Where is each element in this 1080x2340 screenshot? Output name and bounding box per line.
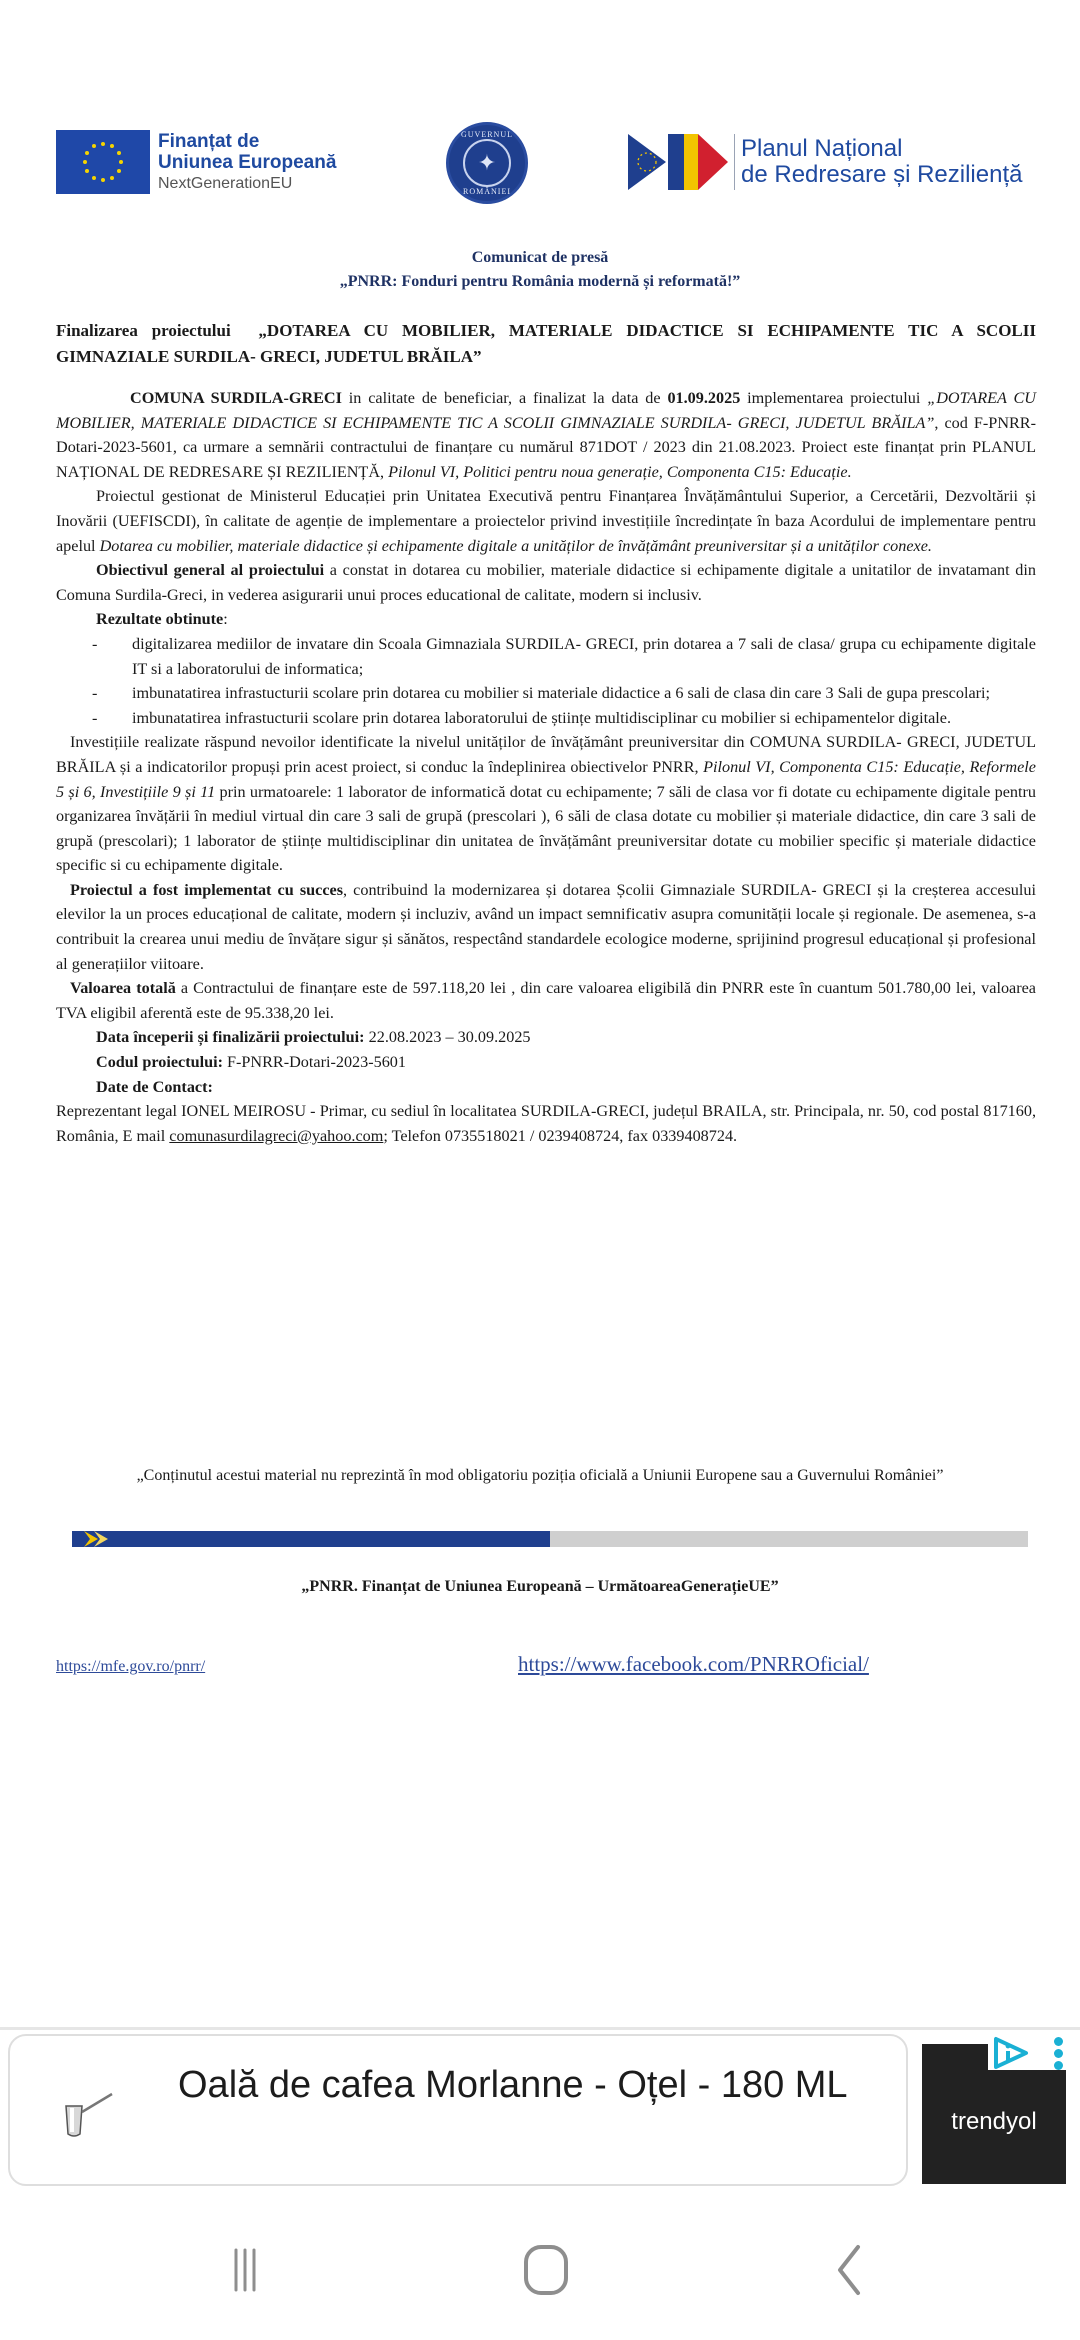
home-icon bbox=[521, 2244, 571, 2296]
facebook-link[interactable]: https://www.facebook.com/PNRROficial/ bbox=[518, 1652, 869, 1676]
success-paragraph bbox=[56, 878, 1036, 976]
eu-star-icon bbox=[117, 169, 121, 173]
adchoices[interactable] bbox=[988, 2034, 1078, 2070]
intro-text-2: implementarea proiectului bbox=[740, 389, 928, 407]
pnrr-chevrons-icon bbox=[72, 1529, 132, 1549]
back-button[interactable] bbox=[808, 2240, 888, 2300]
mfe-link[interactable]: https://mfe.gov.ro/pnrr/ bbox=[56, 1658, 206, 1675]
recents-icon bbox=[220, 2245, 270, 2295]
intro-text-1: in calitate de beneficiar, a finalizat la data de bbox=[341, 389, 668, 407]
logo-divider bbox=[734, 134, 735, 190]
press-slogan: „PNRR: Fonduri pentru România modernă și reformată!” bbox=[339, 273, 741, 290]
objective-text: a constat in dotarea cu mobilier, materiale didactice si echipamente digitale a unitatilor de invatamant din Comuna Surdila-Greci, in vederea asigurarii unui proces educational de calitate, modern si inclusiv. bbox=[56, 561, 1036, 604]
contact-label: Date de Contact: bbox=[96, 1077, 213, 1096]
ad-divider bbox=[0, 2027, 1080, 2030]
eu-star-icon bbox=[101, 178, 105, 182]
intro-text-3: , cod F-PNRR-Dotari-2023-5601, ca urmare a semnării contractului de finanțare cu numărul 871DOT / 2023 din 21.08.2023. Proiect este finanțat prin PLANUL NAȚIONAL DE REDRESARE ȘI REZILIENȚĂ, bbox=[56, 413, 1036, 481]
project-code bbox=[56, 1050, 1036, 1075]
management-text: Proiectul gestionat de Ministerul Educației prin Unitatea Executivă pentru Finanțarea Învățământului Superior, a Cercetării, Dezvoltării și Inovării (UEFISCDI), în calitate de agenție de implementare a proiectelor privind investițiile încredințate în baza Acordului de implementare pentru apelul bbox=[56, 487, 1036, 555]
ad-brand-name: trendyol bbox=[951, 2108, 1037, 2135]
investments-text-2: prin urmatoarele: 1 laborator de informatică dotat cu echipamente; 7 săli de clasa vor fi dotate cu echipamente digitale pentru organizarea învățării în mediul virtual din care 3 sali de grupă (prescolari ), 6 săli de clasa dotate cu mobilier și materiale didactice, din care 3 sali de grupă (prescolari); 1 laborator de științe multidisciplinar din unitatea de învățământ preuniversitar dotate cu mobilier specific și materiale didactice specific si cu echipamente digitale. bbox=[56, 782, 1036, 875]
eu-flag-icon bbox=[56, 130, 150, 194]
pnrr-logo bbox=[628, 134, 1022, 190]
objective-paragraph bbox=[56, 558, 1036, 607]
success-text: , contribuind la modernizarea și dotarea Școlii Gimnaziale SURDILA- GRECI și la creșterea accesului elevilor la un proces educațional de calitate, modern și incluziv, având un impact semnificativ asupra comunității locale și regionale. De asemenea, s-a contribuit la crearea unui mediu de învățare sigur și sănătos, respectând standardele ecologice moderne, sprijinind progresul educațional și profesional al generațiilor viitoare. bbox=[56, 880, 1036, 973]
list-item: - imbunatatirea infrastucturii scolare prin dotarea cu mobilier si materiale didactice a 6 sali de clasa din care 3 Sali de gupa prescolari; bbox=[132, 681, 1036, 706]
eu-star-icon bbox=[92, 176, 96, 180]
value-label: Valoarea totală bbox=[70, 979, 176, 998]
logos-header bbox=[0, 118, 1080, 218]
investments-text-1: Investițiile realizate răspund nevoilor identificate la nivelul unităților de învățământ preuniversitar din COMUNA SURDILA- GRECI, JUDETUL BRĂILA și a indicatorilor propuși prin acest proiect, si conduc la îndeplinirea obiectivelor PNRR, bbox=[56, 733, 1036, 776]
eagle-crest-icon: ✦ bbox=[463, 139, 511, 187]
home-button[interactable] bbox=[506, 2240, 586, 2300]
code-label: Codul proiectului: bbox=[96, 1053, 223, 1072]
eu-star-icon bbox=[101, 142, 105, 146]
eu-star-icon bbox=[117, 151, 121, 155]
results-list bbox=[56, 632, 1036, 730]
eu-star-icon bbox=[85, 169, 89, 173]
contact-text-2: ; Telefon 0735518021 / 0239408724, fax 0339408724. bbox=[383, 1126, 738, 1145]
heading-prefix: Finalizarea proiectului bbox=[56, 321, 231, 340]
seal-bottom-text: ROMÂNIEI bbox=[463, 187, 511, 196]
value-text: a Contractului de finanțare este de 597.118,20 lei , din care valoarea eligibilă din PNRR este în cuantum 501.780,00 lei, valoarea TVA eligibil aferentă este de 95.338,20 lei. bbox=[56, 979, 1036, 1022]
completion-date: 01.09.2025 bbox=[667, 389, 741, 407]
eu-funding-logo bbox=[56, 130, 336, 194]
press-label: Comunicat de presă bbox=[471, 249, 609, 266]
eu-star-icon bbox=[110, 144, 114, 148]
more-vert-icon[interactable] bbox=[1048, 2036, 1068, 2070]
contact-heading bbox=[56, 1075, 1036, 1100]
pnrr-arrows-icon bbox=[628, 134, 728, 190]
back-icon bbox=[828, 2244, 868, 2296]
press-release-title bbox=[0, 246, 1080, 294]
document-body bbox=[56, 318, 1036, 1148]
contact-text-1: Reprezentant legal IONEL MEIROSU - Primar, cu sediul în localitatea SURDILA-GRECI, județul BRAILA, str. Principala, nr. 50, cod postal 817160, România, E mail bbox=[56, 1102, 1036, 1145]
dates-value: 22.08.2023 – 30.09.2025 bbox=[364, 1028, 531, 1047]
dates-label: Data începerii și finalizării proiectului: bbox=[96, 1028, 365, 1047]
coffee-pot-icon bbox=[52, 2090, 124, 2138]
results-heading: Rezultate obtinute: bbox=[96, 610, 228, 629]
pnrr-logo-line1: Planul Național bbox=[741, 135, 903, 162]
heading-title: „DOTAREA CU MOBILIER, MATERIALE DIDACTICE SI ECHIPAMENTE TIC A SCOLII GIMNAZIALE SURDILA- GRECI, JUDETUL BRĂILA” bbox=[56, 321, 1036, 366]
pnrr-band-fill bbox=[72, 1531, 550, 1547]
list-item: - digitalizarea mediilor de invatare din Scoala Gimnaziala SURDILA- GRECI, prin dotarea a 7 sali de clasa/ grupa cu echipamente digitale IT si a laboratorului de informatica; bbox=[132, 632, 1036, 681]
beneficiary-name: COMUNA SURDILA-GRECI bbox=[130, 389, 342, 407]
system-navigation-bar bbox=[0, 2200, 1080, 2340]
investments-program: Pilonul VI, Componenta C15: Educație, Reformele 5 și 6, Investițiile 9 și 11 bbox=[56, 757, 1036, 801]
seal-top-text: GUVERNUL bbox=[461, 130, 513, 139]
eu-star-icon bbox=[83, 160, 87, 164]
contact-paragraph bbox=[56, 1099, 1036, 1148]
eu-star-icon bbox=[85, 151, 89, 155]
project-heading bbox=[56, 318, 1036, 370]
eu-star-icon bbox=[110, 176, 114, 180]
objective-label: Obiectivul general al proiectului bbox=[96, 561, 325, 580]
management-call: Dotarea cu mobilier, materiale didactice și echipamente digitale a unităților de învățământ preuniversitar și a unităților conexe. bbox=[99, 536, 932, 555]
adchoices-icon[interactable] bbox=[992, 2036, 1032, 2070]
ad-title[interactable]: Oală de cafea Morlanne - Oțel - 180 ML bbox=[178, 2064, 848, 2106]
ad-banner[interactable] bbox=[8, 2034, 908, 2186]
recents-button[interactable] bbox=[205, 2240, 285, 2300]
eu-logo-line3: NextGenerationEU bbox=[158, 174, 293, 192]
project-dates bbox=[56, 1025, 1036, 1050]
value-paragraph bbox=[56, 976, 1036, 1025]
list-item: - imbunatatirea infrastucturii scolare prin dotarea laboratorului de științe multidisciplinar cu mobilier si echipamentelor digitale. bbox=[132, 706, 1036, 731]
intro-paragraph bbox=[56, 386, 1036, 484]
success-label: Proiectul a fost implementat cu succes bbox=[70, 880, 344, 899]
eu-star-icon bbox=[119, 160, 123, 164]
eu-logo-line1: Finanțat de bbox=[158, 130, 260, 152]
pnrr-logo-line2: de Redresare și Reziliență bbox=[741, 161, 1023, 188]
government-seal-logo bbox=[446, 122, 528, 204]
intro-project-title: „DOTAREA CU MOBILIER, MATERIALE DIDACTICE SI ECHIPAMENTE TIC A SCOLII GIMNAZIALE SURDILA- GRECI, JUDETUL BRĂILA” bbox=[56, 389, 1036, 432]
code-value: F-PNRR-Dotari-2023-5601 bbox=[222, 1053, 406, 1072]
eu-logo-line2: Uniunea Europeană bbox=[158, 151, 337, 173]
eu-disclaimer: „Conținutul acestui material nu reprezintă în mod obligatoriu poziția oficială a Uniunii Europene sau a Guvernului României” bbox=[136, 1467, 944, 1484]
management-paragraph bbox=[56, 484, 1036, 558]
pnrr-band bbox=[72, 1531, 1028, 1547]
footer-slogan: „PNRR. Finanțat de Uniunea Europeană – UrmătoareaGenerațieUE” bbox=[301, 1578, 779, 1595]
investments-paragraph bbox=[56, 730, 1036, 878]
eu-star-icon bbox=[92, 144, 96, 148]
intro-program: Pilonul VI, Politici pentru noua generație, Componenta C15: Educație. bbox=[388, 462, 852, 481]
contact-email-link[interactable]: comunasurdilagreci@yahoo.com bbox=[169, 1126, 384, 1145]
results-label: Rezultate obtinute bbox=[96, 610, 224, 629]
